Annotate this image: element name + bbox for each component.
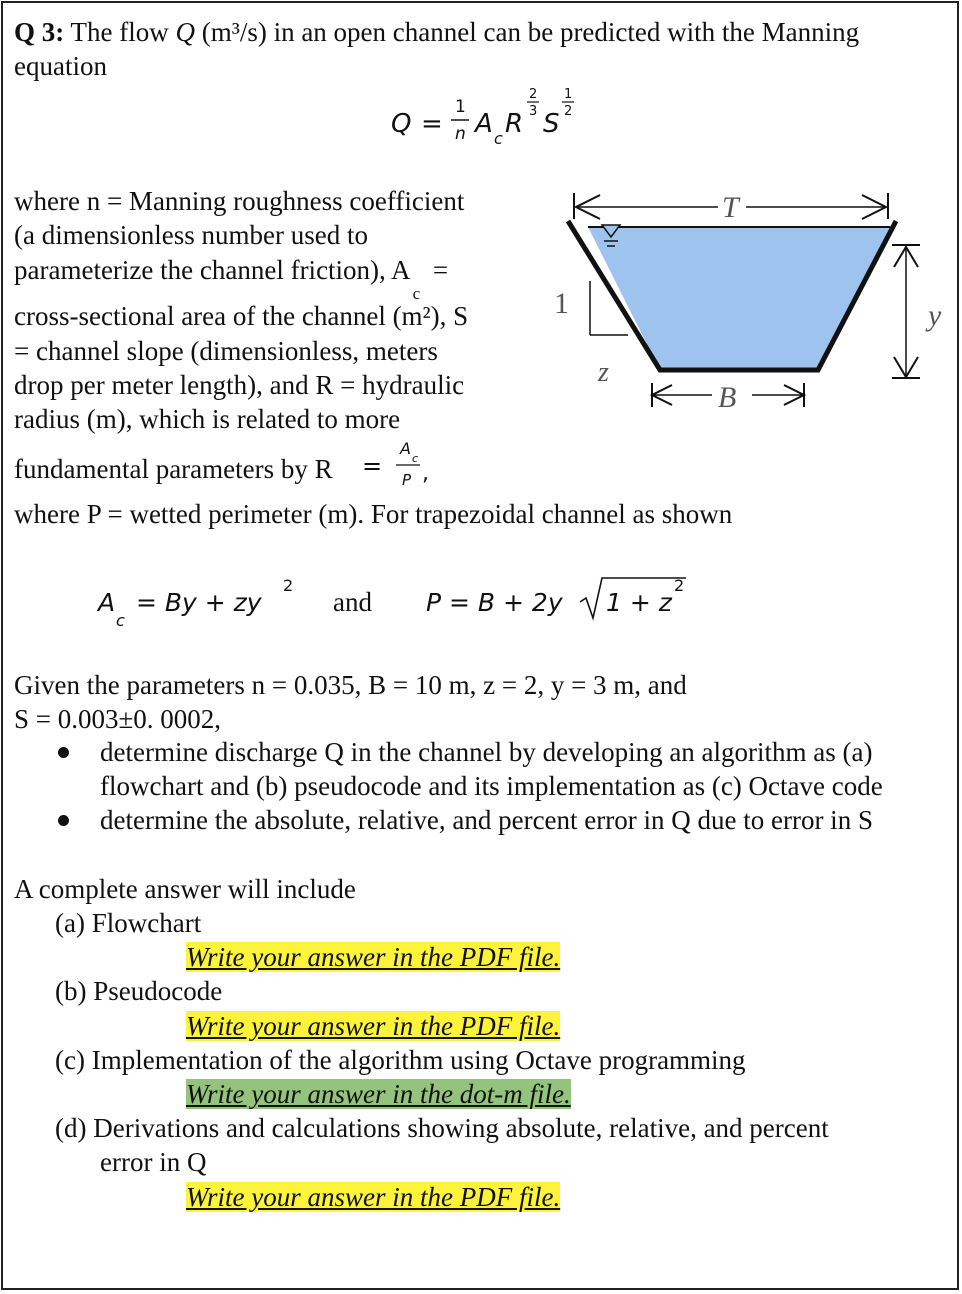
eq-S-exp-num: 1 [564, 87, 573, 102]
answer-item-a: (a) Flowchart [55, 908, 202, 938]
eq-S-exp-den: 2 [564, 104, 573, 119]
label-B: B [718, 381, 737, 414]
area-sub: c [116, 611, 125, 630]
def-line4: cross-sectional area of the channel (m²), S [14, 301, 469, 331]
intro-units: (m³/s) in an open channel can be predicted with the Manning [201, 17, 860, 47]
answer-item-a-instruction [186, 940, 560, 974]
answer-item-d-instruction [186, 1180, 560, 1214]
answer-item-c: (c) Implementation of the algorithm using Octave programming [55, 1045, 746, 1075]
answer-item-c-instruction [186, 1077, 571, 1111]
eq-A: A [475, 109, 493, 139]
rh-num-sub: c [412, 452, 419, 465]
intro-q: Q [175, 17, 195, 47]
eq-R: R [505, 109, 524, 139]
trapezoid-channel-diagram [540, 185, 950, 425]
area-rhs: = By + zy [136, 588, 262, 617]
eq-A-sub: c [494, 129, 503, 148]
label-y: y [928, 299, 942, 332]
instruction-pdf-b: Write your answer in the PDF file. [186, 1011, 561, 1041]
label-1: 1 [554, 287, 569, 320]
eq-sign: = [421, 109, 443, 139]
hydraulic-radius-fraction [360, 434, 440, 494]
instruction-dotm-c: Write your answer in the dot-m file. [186, 1079, 571, 1109]
def-line3 [14, 253, 449, 303]
perim-exp: 2 [674, 576, 685, 595]
def-line3-end: = [432, 255, 449, 285]
eq-frac-num: 1 [455, 97, 466, 117]
def-line3-sub: c [412, 284, 421, 303]
rh-eq: = [362, 452, 383, 480]
eq-S: S [543, 109, 560, 139]
def-line5: = channel slope (dimensionless, meters [14, 336, 438, 366]
instruction-pdf-d: Write your answer in the PDF file. [186, 1182, 561, 1212]
answer-item-d: (d) Derivations and calculations showing absolute, relative, and percent [55, 1113, 829, 1143]
def-line1: where n = Manning roughness coefficient [14, 186, 465, 216]
def-line7: radius (m), which is related to more [14, 404, 401, 434]
question-header [14, 15, 859, 49]
label-T: T [722, 191, 739, 224]
perim-sqrt: 1 + z [606, 588, 672, 617]
rh-end: , [422, 461, 429, 486]
task-1-line2: flowchart and (b) pseudocode and its implementation as (c) Octave code [100, 771, 883, 801]
def-line6: drop per meter length), and R = hydraulic [14, 370, 465, 400]
eq-frac-den: n [455, 124, 466, 144]
manning-equation [385, 82, 595, 154]
and-word: and [333, 587, 372, 617]
def-line2: (a dimensionless number used to [14, 220, 368, 250]
bullet-1 [58, 747, 69, 758]
rh-num: A [400, 439, 411, 458]
def-line9: where P = wetted perimeter (m). For trapezoidal channel as shown [14, 499, 733, 529]
answer-item-b-instruction [186, 1009, 560, 1043]
area-exp: 2 [283, 576, 294, 595]
task-1-line1: determine discharge Q in the channel by developing an algorithm as (a) [100, 737, 873, 767]
eq-lhs: Q [391, 109, 412, 139]
bullet-2 [58, 815, 69, 826]
eq-R-exp-num: 2 [529, 87, 538, 102]
instruction-pdf-a: Write your answer in the PDF file. [186, 942, 561, 972]
rh-den: P [402, 471, 412, 489]
answer-item-d-line2: error in Q [100, 1147, 207, 1177]
intro-line2: equation [14, 51, 107, 81]
def-line3-text: parameterize the channel friction), A [14, 255, 411, 285]
question-label: Q 3: [14, 17, 65, 47]
given-line1: Given the parameters n = 0.035, B = 10 m, z = 2, y = 3 m, and [14, 670, 687, 700]
answer-item-b: (b) Pseudocode [55, 976, 223, 1006]
label-z: z [598, 357, 609, 388]
eq-R-exp-den: 3 [529, 104, 538, 119]
def-line8 [14, 452, 333, 486]
given-line2: S = 0.003±0. 0002, [14, 704, 222, 734]
intro-pre: The flow [70, 17, 169, 47]
def-line8-pre: fundamental parameters by R [14, 454, 333, 484]
geometry-formulas [90, 568, 710, 638]
perim-lhs: P = B + 2y [426, 588, 563, 617]
task-2-line1: determine the absolute, relative, and percent error in Q due to error in S [100, 805, 873, 835]
area-A: A [98, 588, 116, 617]
answer-heading: A complete answer will include [14, 874, 356, 904]
water-area [588, 227, 890, 370]
